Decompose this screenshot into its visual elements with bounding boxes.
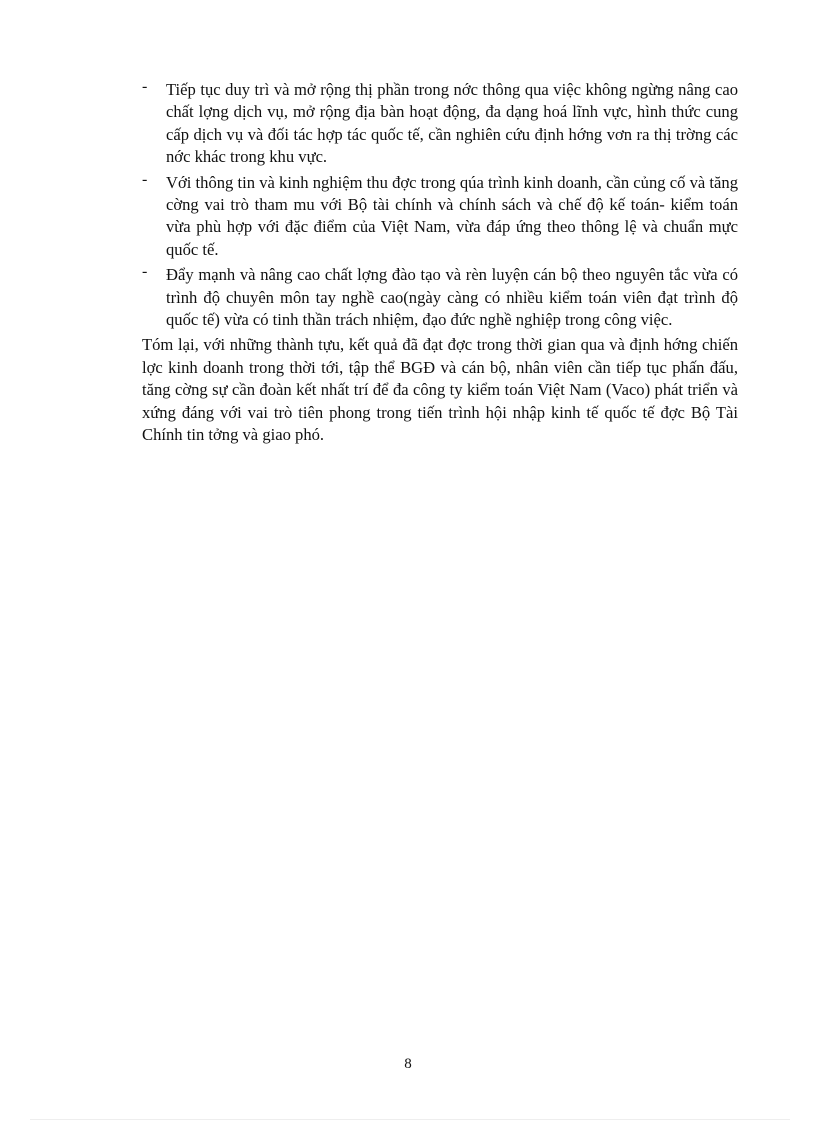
bullet-text: Với thông tin và kinh nghiệm thu đợc trong qúa trình kinh doanh, cần củng cố và tăng cờng vai trò tham mu với Bộ tài chính và chính sách và chế độ kế toán- kiểm toán vừa phù hợp với đặc điểm của Việt Nam, vừa đáp ứng theo thông lệ và chuẩn mực quốc tế.: [166, 172, 738, 259]
bullet-marker: -: [142, 78, 148, 95]
bullet-list: [142, 79, 738, 331]
bullet-item: [142, 264, 738, 331]
bullet-item: [142, 79, 738, 169]
bullet-text: Đẩy mạnh và nâng cao chất lợng đào tạo và rèn luyện cán bộ theo nguyên tắc vừa có trình độ chuyên môn tay nghề cao(ngày càng có nhiều kiểm toán viên đạt trình độ quốc tế) vừa có tinh thần trách nhiệm, đạo đức nghề nghiệp trong công việc.: [166, 265, 738, 330]
bullet-marker: -: [142, 170, 148, 188]
page-body: [142, 79, 738, 447]
page-number: 8: [404, 1056, 412, 1072]
bullet-marker: -: [142, 263, 148, 281]
conclusion-paragraph: Tóm lại, với những thành tựu, kết quả đã đạt đợc trong thời gian qua và định hớng chiến lợc kinh doanh trong thời tới, tập thể BGĐ và cán bộ, nhân viên cần tiếp tục phấn đấu, tăng cờng sự cần đoàn kết nhất trí để đa công ty kiểm toán Việt Nam (Vaco) phát triển và xứng đáng với vai trò tiên phong trong tiến trình hội nhập kinh tế quốc tế đợc Bộ Tài Chính tin tởng và giao phó.: [142, 335, 738, 445]
bullet-item: [142, 172, 738, 262]
bullet-text: Tiếp tục duy trì và mở rộng thị phần trong nớc thông qua việc không ngừng nâng cao chất lợng dịch vụ, mở rộng địa bàn hoạt động, đa dạng hoá lĩnh vực, hình thức cung cấp dịch vụ và đối tác hợp tác quốc tế, cần nghiên cứu định hớng vơn ra thị trờng các nớc khác trong khu vực.: [166, 80, 738, 167]
footer-divider: [30, 1119, 790, 1120]
